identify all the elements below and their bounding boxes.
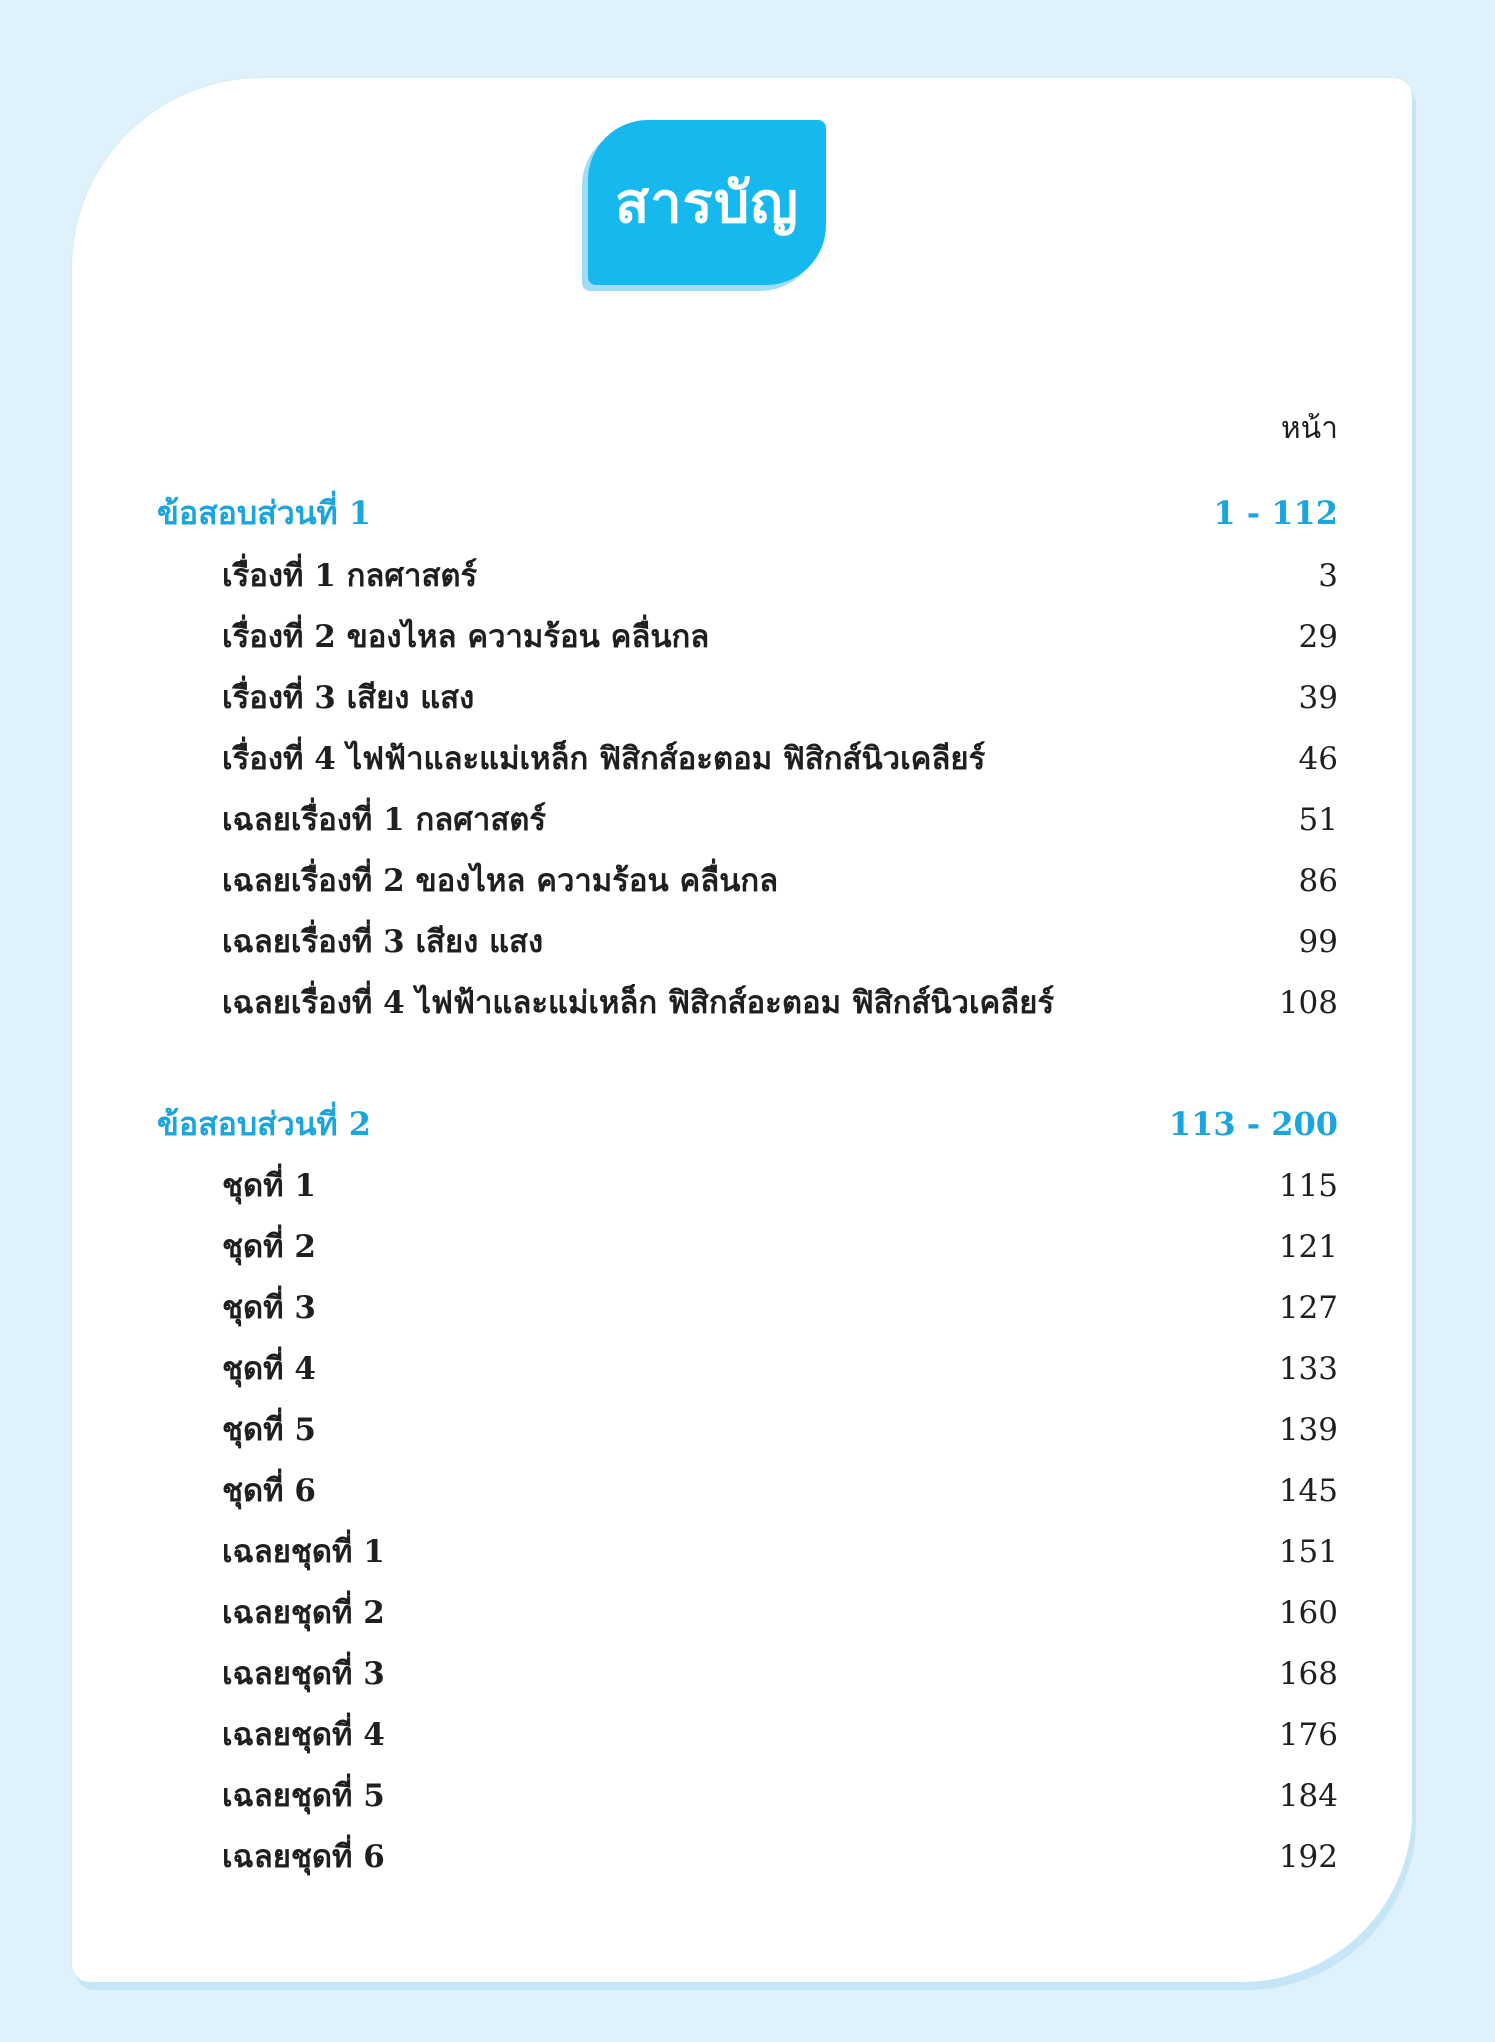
toc-entry[interactable] xyxy=(222,1526,1338,1576)
toc-entry-page: 46 xyxy=(1298,741,1338,777)
toc-entry[interactable] xyxy=(222,1343,1338,1393)
toc-entry-page: 3 xyxy=(1318,558,1338,594)
toc-entry-page: 29 xyxy=(1298,619,1338,655)
toc-entry[interactable] xyxy=(222,1282,1338,1332)
toc-entry[interactable] xyxy=(222,550,1338,600)
toc-entry-label: เฉลยชุดที่ 6 xyxy=(222,1839,385,1875)
toc-entry[interactable] xyxy=(222,672,1338,722)
toc-entry-label: เฉลยเรื่องที่ 2 ของไหล ความร้อน คลื่นกล xyxy=(222,863,779,899)
section-page-range: 1 - 112 xyxy=(1213,494,1338,532)
toc-entry-page: 160 xyxy=(1278,1595,1338,1631)
toc-entry-label: เฉลยเรื่องที่ 1 กลศาสตร์ xyxy=(222,802,547,838)
toc-entry-label: เรื่องที่ 3 เสียง แสง xyxy=(222,680,475,716)
toc-entry[interactable] xyxy=(222,1770,1338,1820)
toc-entry-page: 176 xyxy=(1278,1717,1338,1753)
toc-entry-page: 168 xyxy=(1278,1656,1338,1692)
toc-entry-page: 86 xyxy=(1298,863,1338,899)
toc-entry[interactable] xyxy=(222,1587,1338,1637)
toc-entry-page: 115 xyxy=(1278,1168,1338,1204)
toc-entry-label: เฉลยชุดที่ 3 xyxy=(222,1656,385,1692)
toc-entry-label: เฉลยชุดที่ 4 xyxy=(222,1717,385,1753)
toc-entry[interactable] xyxy=(222,1709,1338,1759)
toc-entry-page: 127 xyxy=(1278,1290,1338,1326)
toc-entry-page: 151 xyxy=(1278,1534,1338,1570)
toc-entry[interactable] xyxy=(222,977,1338,1027)
toc-entry[interactable] xyxy=(222,855,1338,905)
page-column-label: หน้า xyxy=(1280,411,1338,446)
toc-entry-label: ชุดที่ 3 xyxy=(222,1290,316,1326)
section-heading-1[interactable] xyxy=(157,488,1338,539)
toc-entry-label: เฉลยเรื่องที่ 3 เสียง แสง xyxy=(222,924,544,960)
toc-entry-page: 99 xyxy=(1298,924,1338,960)
toc-entry[interactable] xyxy=(222,1404,1338,1454)
toc-entry-label: ชุดที่ 2 xyxy=(222,1229,316,1265)
toc-entry-page: 139 xyxy=(1278,1412,1338,1448)
toc-entry-page: 145 xyxy=(1278,1473,1338,1509)
toc-entry-label: เรื่องที่ 1 กลศาสตร์ xyxy=(222,558,478,594)
toc-entry[interactable] xyxy=(222,733,1338,783)
toc-entry-page: 51 xyxy=(1298,802,1338,838)
toc-entry-label: เรื่องที่ 4 ไฟฟ้าและแม่เหล็ก ฟิสิกส์อะตอม ฟิสิกส์นิวเคลียร์ xyxy=(222,741,986,777)
toc-entry-label: เฉลยเรื่องที่ 4 ไฟฟ้าและแม่เหล็ก ฟิสิกส์อะตอม ฟิสิกส์นิวเคลียร์ xyxy=(222,985,1055,1021)
toc-entry-label: เฉลยชุดที่ 1 xyxy=(222,1534,385,1570)
toc-entry-label: ชุดที่ 5 xyxy=(222,1412,316,1448)
toc-entry[interactable] xyxy=(222,916,1338,966)
section-heading-2[interactable] xyxy=(157,1099,1338,1150)
toc-entry-page: 184 xyxy=(1278,1778,1338,1814)
toc-entry-page: 133 xyxy=(1278,1351,1338,1387)
toc-entry-label: เฉลยชุดที่ 2 xyxy=(222,1595,385,1631)
page-title: สารบัญ xyxy=(615,171,799,236)
toc-entry-page: 39 xyxy=(1298,680,1338,716)
toc-entry[interactable] xyxy=(222,1160,1338,1210)
section-title: ข้อสอบส่วนที่ 2 xyxy=(157,1105,372,1143)
toc-entry[interactable] xyxy=(222,1465,1338,1515)
title-badge xyxy=(588,120,826,285)
toc-entry[interactable] xyxy=(222,1221,1338,1271)
toc-entry-label: เรื่องที่ 2 ของไหล ความร้อน คลื่นกล xyxy=(222,619,710,655)
toc-entry-label: ชุดที่ 1 xyxy=(222,1168,316,1204)
toc-entry[interactable] xyxy=(222,1831,1338,1881)
toc-entry-label: ชุดที่ 4 xyxy=(222,1351,316,1387)
section-title: ข้อสอบส่วนที่ 1 xyxy=(157,494,372,532)
toc-entry-label: เฉลยชุดที่ 5 xyxy=(222,1778,385,1814)
toc-entry-page: 121 xyxy=(1278,1229,1338,1265)
section-page-range: 113 - 200 xyxy=(1168,1105,1338,1143)
toc-entry[interactable] xyxy=(222,1648,1338,1698)
toc-entry-page: 108 xyxy=(1278,985,1338,1021)
toc-entry[interactable] xyxy=(222,794,1338,844)
toc-entry[interactable] xyxy=(222,611,1338,661)
toc-entry-label: ชุดที่ 6 xyxy=(222,1473,316,1509)
toc-entry-page: 192 xyxy=(1278,1839,1338,1875)
